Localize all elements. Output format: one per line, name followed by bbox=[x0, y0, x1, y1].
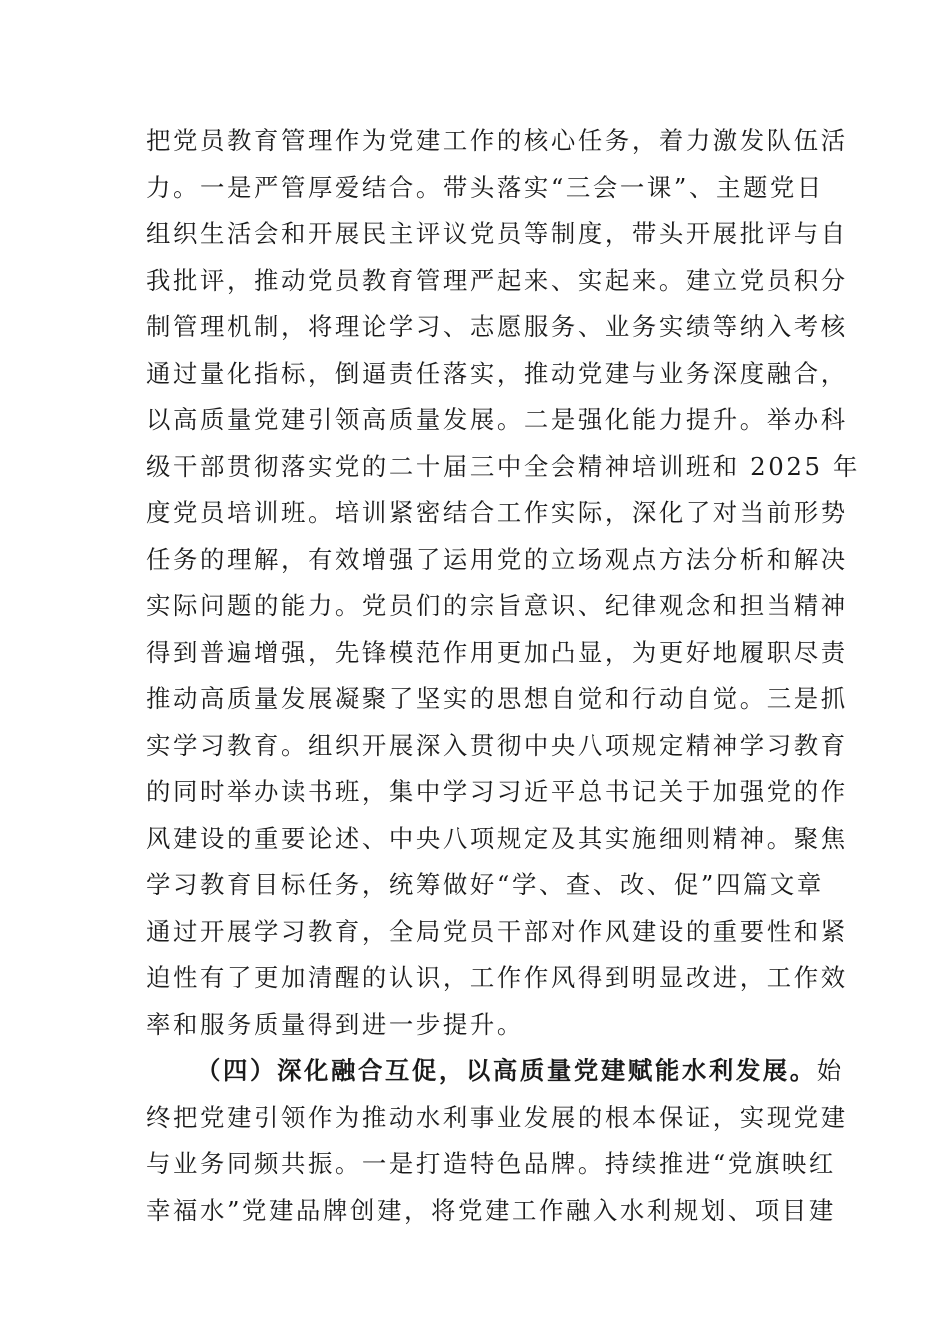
paragraph-1-line-12: 得到普遍增强，先锋模范作用更加凸显，为更好地履职尽责 bbox=[146, 637, 848, 667]
paragraph-1-line-5: 制管理机制，将理论学习、志愿服务、业务实绩等纳入考核 bbox=[146, 312, 848, 341]
paragraph-1-line-3: 组织生活会和开展民主评议党员等制度，带头开展批评与自 bbox=[146, 219, 848, 248]
paragraph-1-line-8: 级干部贯彻落实党的二十届三中全会精神培训班和 2025 年 bbox=[146, 451, 860, 481]
paragraph-1-line-16: 风建设的重要论述、中央八项规定及其实施细则精神。聚焦 bbox=[146, 823, 848, 853]
document-body bbox=[146, 118, 860, 1234]
paragraph-1-line-1: 把党员教育管理作为党建工作的核心任务，着力激发队伍活 bbox=[146, 126, 848, 155]
paragraph-1-line-10: 任务的理解，有效增强了运用党的立场观点方法分析和解决 bbox=[146, 544, 848, 574]
paragraph-2-first-line bbox=[146, 1048, 844, 1095]
paragraph-1-line-13: 推动高质量发展凝聚了坚实的思想自觉和行动自觉。三是抓 bbox=[146, 684, 848, 713]
paragraph-1-line-17: 学习教育目标任务，统筹做好“学、查、改、促”四篇文章 bbox=[146, 870, 824, 899]
section-heading: （四）深化融合互促，以高质量党建赋能水利发展。 bbox=[196, 1056, 817, 1085]
paragraph-1-line-9: 度党员培训班。培训紧密结合工作实际，深化了对当前形势 bbox=[146, 498, 848, 527]
paragraph-2-line-3: 与业务同频共振。一是打造特色品牌。持续推进“党旗映红 bbox=[146, 1149, 836, 1178]
paragraph-2-line-2: 终把党建引领作为推动水利事业发展的根本保证，实现党建 bbox=[146, 1102, 848, 1132]
paragraph-1-line-15: 的同时举办读书班，集中学习习近平总书记关于加强党的作 bbox=[146, 777, 848, 806]
paragraph-2-first-line-rest: 始 bbox=[816, 1056, 844, 1085]
paragraph-1-line-4: 我批评，推动党员教育管理严起来、实起来。建立党员积分 bbox=[146, 265, 848, 295]
paragraph-1-line-6: 通过量化指标，倒逼责任落实，推动党建与业务深度融合， bbox=[146, 358, 848, 388]
paragraph-1-line-11: 实际问题的能力。党员们的宗旨意识、纪律观念和担当精神 bbox=[146, 591, 848, 620]
paragraph-1-line-2: 力。一是严管厚爱结合。带头落实“三会一课”、主题党日 bbox=[146, 172, 824, 202]
paragraph-1-line-18: 通过开展学习教育，全局党员干部对作风建设的重要性和紧 bbox=[146, 916, 848, 946]
paragraph-1-line-7: 以高质量党建引领高质量发展。二是强化能力提升。举办科 bbox=[146, 405, 848, 434]
paragraph-1-line-14: 实学习教育。组织开展深入贯彻中央八项规定精神学习教育 bbox=[146, 730, 848, 760]
paragraph-1-line-20: 率和服务质量得到进一步提升。 bbox=[146, 1009, 524, 1039]
paragraph-1-line-19: 迫性有了更加清醒的认识，工作作风得到明显改进，工作效 bbox=[146, 963, 848, 992]
paragraph-2-line-4: 幸福水”党建品牌创建，将党建工作融入水利规划、项目建 bbox=[146, 1195, 836, 1225]
